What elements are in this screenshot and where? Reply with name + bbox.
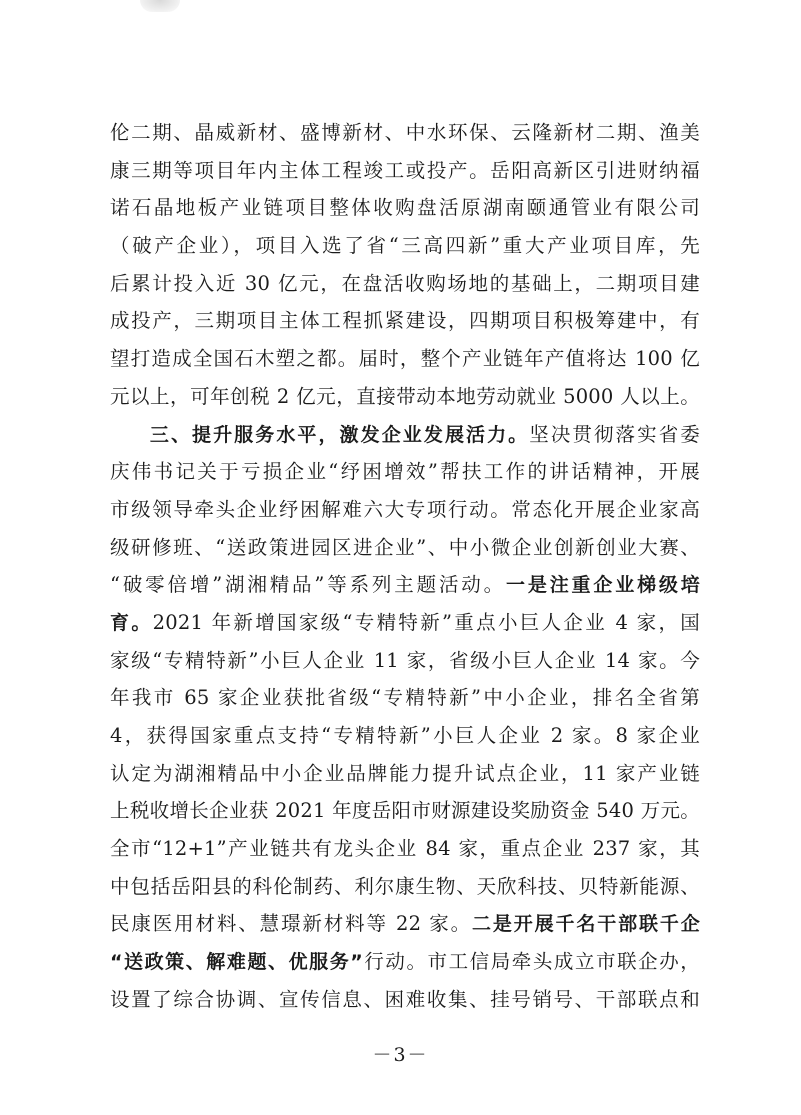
text-line: “送政策、解难题、优服务”行动。市工信局牵头成立市联企办， [110, 950, 701, 974]
text-line: “破零倍增”湖湘精品”等系列主题活动。一是注重企业梯级培 [110, 573, 700, 597]
text-line: 家级“专精特新”小巨人企业 11 家，省级小巨人企业 14 家。今 [110, 648, 700, 672]
bold-phrase: “送政策、解难题、优服务” [110, 951, 363, 974]
text-line: 后累计投入近 30 亿元，在盘活收购场地的基础上，二期项目建 [110, 271, 700, 295]
body-text [110, 114, 700, 1019]
text-line: 设置了综合协调、宣传信息、困难收集、挂号销号、干部联点和 [110, 987, 700, 1011]
text-line: 4，获得国家重点支持“专精特新”小巨人企业 2 家。8 家企业 [110, 724, 700, 747]
text-line: 认定为湖湘精品中小企业品牌能力提升试点企业，11 家产业链 [110, 761, 700, 785]
text-line: 望打造成全国石木塑之都。届时，整个产业链年产值将达 100 亿 [110, 347, 700, 371]
text-line: 年我市 65 家企业获批省级“专精特新”中小企业，排名全省第 [110, 686, 700, 710]
text-line: 康三期等项目年内主体工程竣工或投产。岳阳高新区引进财纳福 [110, 158, 700, 182]
text-line: 元以上，可年创税 2 亿元，直接带动本地劳动就业 5000 人以上。 [110, 384, 700, 408]
bold-phrase: 二是开展千名干部联千企 [472, 913, 701, 936]
text-line: 伦二期、晶威新材、盛博新材、中水环保、云隆新材二期、渔美 [110, 121, 700, 144]
text-line: 育。2021 年新增国家级“专精特新”重点小巨人企业 4 家，国 [110, 610, 700, 634]
text-line: 中包括岳阳县的科伦制药、利尔康生物、天欣科技、贝特新能源、 [110, 874, 700, 898]
text-line: （破产企业），项目入选了省“三高四新”重大产业项目库，先 [110, 234, 700, 258]
text-line: 成投产，三期项目主体工程抓紧建设，四期项目积极筹建中，有 [110, 309, 700, 333]
section-heading: 三、提升服务水平，激发企业发展活力。 [148, 423, 530, 446]
text-line: 市级领导牵头企业纾困解难六大专项行动。常态化开展企业家高 [110, 497, 700, 521]
text-line: 级研修班、“送政策进园区进企业”、中小微企业创新创业大赛、 [110, 535, 700, 559]
text-line: 诺石晶地板产业链项目整体收购盘活原湖南颐通管业有限公司 [110, 196, 700, 220]
bold-phrase: 育。 [110, 611, 153, 634]
text-line: 上税收增长企业获 2021 年度岳阳市财源建设奖励资金 540 万元。 [110, 799, 700, 823]
text-line: 庆伟书记关于亏损企业“纾困增效”帮扶工作的讲话精神，开展 [110, 460, 700, 484]
text-line: 民康医用材料、慧璟新材料等 22 家。二是开展千名干部联千企 [110, 912, 701, 936]
section-heading-line: 三、提升服务水平，激发企业发展活力。坚决贯彻落实省委 [148, 422, 700, 446]
page-number: －3－ [372, 1044, 429, 1066]
text-line: 全市“12+1”产业链共有龙头企业 84 家，重点企业 237 家，其 [110, 837, 700, 861]
scan-artifact [140, 0, 180, 12]
bold-phrase: 一是注重企业梯级培 [506, 574, 700, 597]
